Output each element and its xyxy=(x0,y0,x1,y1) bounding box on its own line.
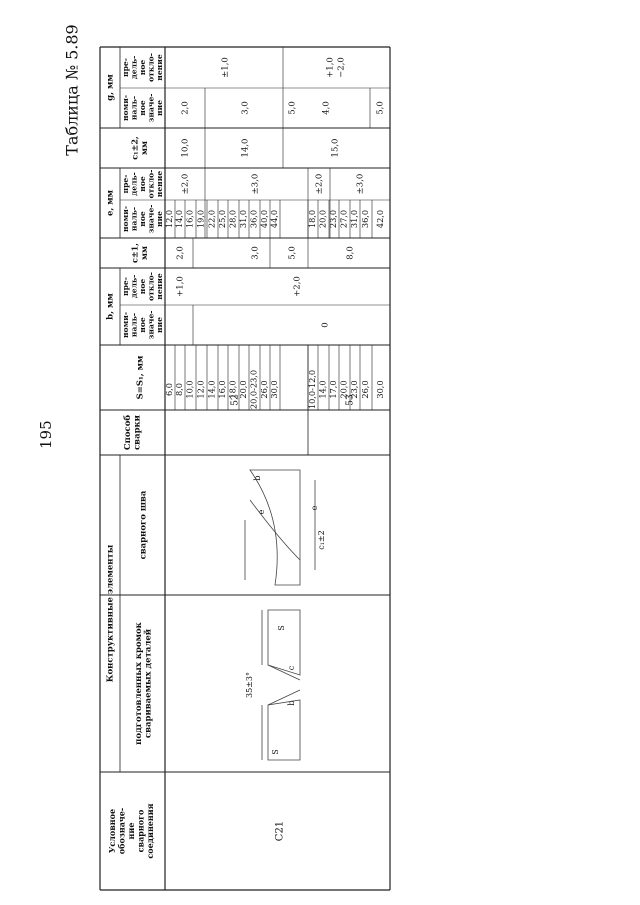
prep-c-label: c xyxy=(287,665,296,671)
header-e-deviation-line-0: пре- xyxy=(121,174,130,194)
header-designation-line-1: обозначе- xyxy=(116,807,127,855)
header-e-deviation-line-3: откло- xyxy=(146,169,156,199)
e-nominal-value: 42,0 xyxy=(375,209,385,229)
e-nominal-value: 16,0 xyxy=(184,209,195,229)
header-g-deviation-line-0: пре- xyxy=(121,58,130,77)
weld-dimension-lines xyxy=(245,480,315,580)
g-nominal-value: 5,0 xyxy=(375,101,386,115)
header-c-line-1: мм xyxy=(138,246,149,260)
header-e-deviation-line-2: ное xyxy=(138,176,147,192)
e-nominal-value: 27,0 xyxy=(338,209,349,229)
e-deviation-value: ±2,0 xyxy=(180,173,191,195)
weld-b-label: b xyxy=(253,475,262,481)
header-designation-line-4: соединения xyxy=(145,803,155,859)
header-g: g, мм xyxy=(105,74,116,101)
header-e-deviation-line-4: нение xyxy=(155,170,164,198)
c1-value: 10,0 xyxy=(180,138,191,158)
e-nominal-value: 19,0 xyxy=(195,209,206,229)
thickness-value: 26,0 xyxy=(259,380,269,399)
e-nominal-value: 36,0 xyxy=(360,209,370,229)
g-nominal-value: 2,0 xyxy=(180,101,191,115)
thickness-value: 20,0-23,0 xyxy=(248,369,259,410)
e-nominal-value: 31,0 xyxy=(349,209,359,229)
header-weld-seam: сварного шва xyxy=(138,490,149,560)
thickness-value: 30,0 xyxy=(375,380,385,399)
g-nominal-value: 3,0 xyxy=(240,101,251,115)
thickness-value: 26,0 xyxy=(360,380,370,399)
header-g-deviation-line-1: дель- xyxy=(129,55,139,80)
header-b-nominal-line-1: наль- xyxy=(129,312,139,338)
weld-e-right-label: e xyxy=(310,505,319,511)
header-g-nominal-line-1: наль- xyxy=(129,95,139,121)
prep-s-top-label: S xyxy=(277,625,286,631)
header-e-nominal-line-0: номи- xyxy=(121,205,130,233)
header-g-deviation-line-3: откло- xyxy=(146,53,156,82)
e-nominal-value: 44,0 xyxy=(269,209,279,229)
c-value: 2,0 xyxy=(175,246,186,260)
weld-e-left-label: e xyxy=(257,509,266,515)
prep-s-bottom-label: S xyxy=(271,749,280,755)
header-g-nominal-line-4: ние xyxy=(155,99,164,117)
method-53: 53 xyxy=(345,394,356,406)
prep-angle-label: 35±3° xyxy=(245,672,254,698)
thickness-value: 14,0 xyxy=(206,380,217,399)
header-e-deviation-line-1: дель- xyxy=(129,172,139,196)
header-designation-line-3: сварного xyxy=(135,809,146,853)
c1-value: 14,0 xyxy=(240,138,251,158)
header-g-deviation-line-4: нение xyxy=(155,54,164,81)
e-nominal-value: 18,0 xyxy=(307,209,317,229)
header-method-line-0: Способ xyxy=(122,414,133,451)
thickness-value: 20,0 xyxy=(338,380,349,399)
e-nominal-value: 12,0 xyxy=(164,209,174,229)
e-deviation-value: ±3,0 xyxy=(250,173,261,195)
thickness-value: 16,0 xyxy=(217,380,227,399)
e-deviation-value: ±3,0 xyxy=(355,173,366,195)
g-deviation-value: −2,0 xyxy=(336,57,347,78)
header-g-nominal-line-2: ное xyxy=(138,100,147,116)
weld-plates xyxy=(250,470,300,585)
header-e-nominal-line-3: значе- xyxy=(146,204,156,234)
e-deviation-value: ±2,0 xyxy=(314,173,325,195)
g-deviation-value: ±1,0 xyxy=(220,57,231,78)
thickness-value: 18,0 xyxy=(227,380,238,399)
header-designation-line-2: ние xyxy=(126,822,136,840)
header-prepared-edges-line-1: свариваемых деталей xyxy=(143,628,154,739)
b-nominal-value: 0 xyxy=(320,322,331,328)
e-nominal-value: 36,0 xyxy=(248,209,259,229)
e-nominal-value: 20,0 xyxy=(317,209,328,229)
c-value: 5,0 xyxy=(287,246,298,260)
c-value: 8,0 xyxy=(345,246,356,260)
e-nominal-value: 23,0 xyxy=(328,209,338,229)
header-designation-line-0: Условное xyxy=(107,808,117,854)
thickness-value: 20,0 xyxy=(238,380,248,399)
thickness-value: 23,0 xyxy=(349,380,359,399)
thickness-value: 10,0-12,0 xyxy=(307,369,317,410)
e-nominal-value: 25,0 xyxy=(217,209,227,229)
header-e-nominal-line-4: ние xyxy=(155,210,164,228)
page-number: 195 xyxy=(37,420,55,449)
e-nominal-value: 14,0 xyxy=(174,209,184,229)
header-e-nominal-line-2: ное xyxy=(138,211,147,227)
header-b-deviation-line-3: откло- xyxy=(146,272,156,301)
e-nominal-value: 31,0 xyxy=(238,209,248,229)
thickness-value: 12,0 xyxy=(195,380,206,399)
table-title: Таблица № 5.89 xyxy=(62,24,82,156)
thickness-value: 14,0 xyxy=(317,380,328,399)
header-b-deviation-line-2: ное xyxy=(138,278,147,295)
thickness-value: 6,0 xyxy=(164,382,174,397)
header-c-line-0: c±1, xyxy=(129,243,140,263)
e-nominal-value: 28,0 xyxy=(227,209,238,229)
header-c1-line-0: c₁±2, xyxy=(129,136,140,160)
header-b-deviation-line-0: пре- xyxy=(121,277,130,296)
e-nominal-value: 40,0 xyxy=(259,209,269,229)
header-method-line-1: сварки xyxy=(132,415,143,450)
prep-plate-upper xyxy=(268,610,300,675)
header-thickness: S=S₁, мм xyxy=(135,355,146,400)
header-b-nominal-line-4: ние xyxy=(155,316,164,334)
c1-value: 15,0 xyxy=(330,138,341,158)
thickness-value: 8,0 xyxy=(174,382,184,397)
g-deviation-value: +1,0 xyxy=(325,57,336,78)
c-value: 3,0 xyxy=(250,246,261,260)
header-b: b, мм xyxy=(105,293,116,320)
prep-b-label: b xyxy=(287,700,296,706)
b-deviation-value: +1,0 xyxy=(175,276,186,297)
header-e-nominal-line-1: наль- xyxy=(129,206,139,232)
header-e: e, мм xyxy=(105,189,116,217)
header-g-nominal-line-0: номи- xyxy=(121,94,130,122)
thickness-value: 17,0 xyxy=(328,380,338,399)
g-nominal-value: 4,0 xyxy=(321,101,332,115)
header-b-nominal-line-0: номи- xyxy=(121,311,130,339)
weld-c1-label: c₁±2 xyxy=(317,530,326,550)
g-nominal-value: 5,0 xyxy=(287,101,298,115)
thickness-value: 10,0 xyxy=(184,380,195,399)
header-b-deviation-line-1: дель- xyxy=(129,274,139,299)
header-b-nominal-line-3: значе- xyxy=(146,310,156,340)
b-deviation-value: +2,0 xyxy=(292,276,303,297)
e-nominal-value: 22,0 xyxy=(206,209,217,229)
method-52: 52 xyxy=(230,394,241,406)
joint-designation: C21 xyxy=(274,820,286,842)
header-b-nominal-line-2: ное xyxy=(138,317,147,333)
header-g-nominal-line-3: значе- xyxy=(146,93,156,123)
header-c1-line-1: мм xyxy=(138,141,149,155)
header-prepared-edges-line-0: подготовленных кромок xyxy=(133,622,144,745)
header-b-deviation-line-4: нение xyxy=(155,273,164,300)
header-construct: Конструктивные элементы xyxy=(105,544,116,683)
thickness-value: 30,0 xyxy=(269,380,279,399)
header-g-deviation-line-2: ное xyxy=(138,59,147,76)
